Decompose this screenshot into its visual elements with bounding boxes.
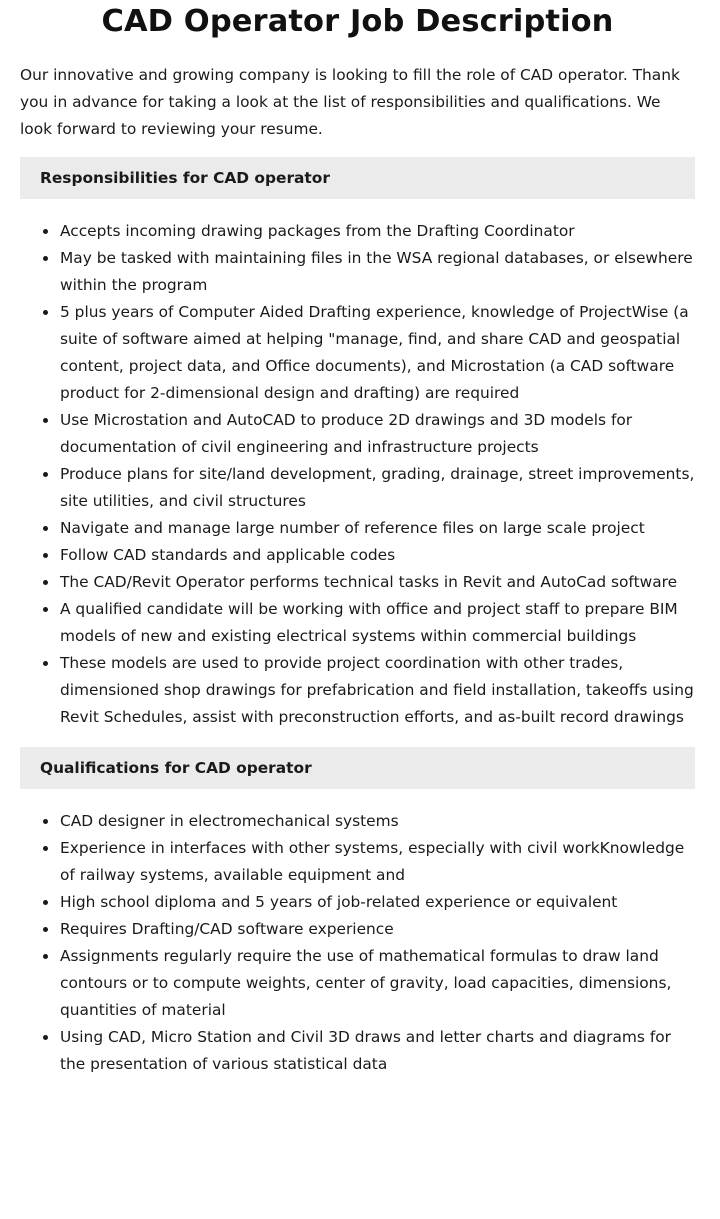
list-item: These models are used to provide project coordination with other trades, dimensioned shop drawings for prefabrication and field installation, takeoffs using Revit Schedules, assist with preconstruction efforts, and as-built record drawings xyxy=(60,650,695,731)
list-item: Follow CAD standards and applicable codes xyxy=(60,542,695,569)
list-item: 5 plus years of Computer Aided Drafting experience, knowledge of ProjectWise (a suite of software aimed at helping "manage, find, and share CAD and geospatial content, project data, and Office documents), and Microstation (a CAD software product for 2-dimensional design and drafting) are required xyxy=(60,299,695,407)
list-item: Requires Drafting/CAD software experience xyxy=(60,916,695,943)
list-item: Using CAD, Micro Station and Civil 3D draws and letter charts and diagrams for the presentation of various statistical data xyxy=(60,1024,695,1078)
list-item: Use Microstation and AutoCAD to produce 2D drawings and 3D models for documentation of civil engineering and infrastructure projects xyxy=(60,407,695,461)
list-item: Experience in interfaces with other systems, especially with civil workKnowledge of railway systems, available equipment and xyxy=(60,835,695,889)
list-item: Assignments regularly require the use of mathematical formulas to draw land contours or to compute weights, center of gravity, load capacities, dimensions, quantities of material xyxy=(60,943,695,1024)
list-item: Produce plans for site/land development, grading, drainage, street improvements, site utilities, and civil structures xyxy=(60,461,695,515)
qualifications-list xyxy=(20,808,695,1078)
responsibilities-list xyxy=(20,218,695,731)
list-item: High school diploma and 5 years of job-related experience or equivalent xyxy=(60,889,695,916)
list-item: CAD designer in electromechanical systems xyxy=(60,808,695,835)
responsibilities-heading: Responsibilities for CAD operator xyxy=(20,157,695,199)
list-item: May be tasked with maintaining files in the WSA regional databases, or elsewhere within the program xyxy=(60,245,695,299)
list-item: A qualified candidate will be working with office and project staff to prepare BIM models of new and existing electrical systems within commercial buildings xyxy=(60,596,695,650)
intro-paragraph: Our innovative and growing company is looking to fill the role of CAD operator. Thank you in advance for taking a look at the list of responsibilities and qualifications. We look forward to reviewing your resume. xyxy=(20,66,680,138)
page-title: CAD Operator Job Description xyxy=(101,4,614,39)
qualifications-heading: Qualifications for CAD operator xyxy=(20,747,695,789)
list-item: Navigate and manage large number of reference files on large scale project xyxy=(60,515,695,542)
list-item: The CAD/Revit Operator performs technical tasks in Revit and AutoCad software xyxy=(60,569,695,596)
list-item: Accepts incoming drawing packages from the Drafting Coordinator xyxy=(60,218,695,245)
